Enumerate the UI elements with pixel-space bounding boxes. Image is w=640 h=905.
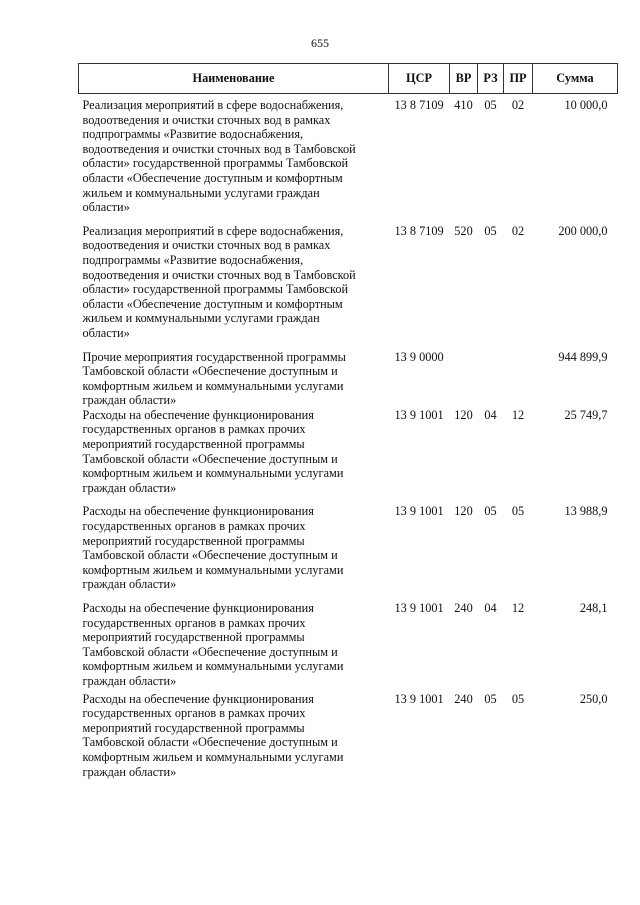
row-name-line: мероприятий государственной программы [82,630,305,645]
row-pr-cell: 02 [511,98,525,112]
row-name-line: Расходы на обеспечение функционирования [82,601,314,615]
row-csr-cell: 13 9 1001 [394,691,444,706]
row-name-cell [79,224,389,350]
row-sum-cell: 248,1 [579,601,608,615]
row-sum-cell: 10 000,0 [564,98,608,112]
row-name-line: Прочие мероприятия государственной программы [82,349,346,364]
row-name-cell [79,408,389,505]
row-name-line: подпрограммы «Развитие водоснабжения, [82,127,304,142]
row-name-line: Реализация мероприятий в сфере водоснабжения, [82,98,344,112]
row-name-line: комфортным жильем и коммунальными услугами [82,466,344,481]
row-name-line: Расходы на обеспечение функционирования [82,691,314,706]
table-row [79,692,618,789]
row-name-line: государственных органов в рамках прочих [82,615,306,630]
row-name-cell [79,601,389,692]
row-name-line: Тамбовской области «Обеспечение доступным и [82,735,338,750]
row-rz-cell: 05 [484,98,497,112]
row-name-line: области» государственной программы Тамбовской [82,156,349,171]
row-rz-cell: 04 [484,601,497,615]
row-name-line: жильем и коммунальными услугами граждан [82,185,320,200]
row-vr-cell: 410 [454,98,473,112]
row-vr-cell: 240 [454,691,473,706]
row-name-line: Реализация мероприятий в сфере водоснабжения, [82,223,344,238]
row-name-line: комфортным жильем и коммунальными услугами [82,562,344,577]
row-rz-cell: 05 [484,223,497,238]
row-name-line: граждан области» [82,673,177,688]
row-csr-cell: 13 8 7109 [394,98,444,112]
row-name-line: мероприятий государственной программы [82,437,305,452]
page-number: 655 [311,36,329,50]
row-name-line: комфортным жильем и коммунальными услугами [82,749,344,764]
table-header [79,64,618,94]
row-name-line: водоотведения и очистки сточных вод в рамках [82,238,331,253]
row-csr-cell: 13 9 1001 [394,407,444,422]
row-name-line: Тамбовской области «Обеспечение доступным и [82,644,338,659]
row-name-cell [79,350,389,408]
row-name-line: Тамбовской области «Обеспечение доступным и [82,364,338,379]
row-pr-cell: 02 [511,223,525,238]
row-name-line: области» [82,200,130,215]
table-row [79,408,618,505]
row-name-line: комфортным жильем и коммунальными услугами [82,659,344,674]
row-vr-cell: 120 [454,504,473,519]
row-name-line: граждан области» [82,393,177,408]
row-csr-cell: 13 8 7109 [394,223,444,238]
table-row [79,601,618,692]
table-row [79,350,618,408]
row-name-line: Тамбовской области «Обеспечение доступным и [82,451,338,466]
row-sum-cell: 13 988,9 [564,504,608,519]
row-csr-cell: 13 9 0000 [394,349,444,364]
row-name-line: граждан области» [82,577,177,592]
header-csr: ЦСР [389,64,450,94]
row-name-line: подпрограммы «Развитие водоснабжения, [82,252,304,267]
row-sum-cell: 944 899,9 [558,349,608,364]
table-body [79,94,618,789]
row-name-line: области» государственной программы Тамбовской [82,282,349,297]
table-row [79,224,618,350]
row-name-line: Тамбовской области «Обеспечение доступным и [82,548,338,563]
row-name-line: водоотведения и очистки сточных вод в Тамбовской [82,267,356,282]
row-name-line: водоотведения и очистки сточных вод в рамках [82,112,331,127]
table-row [79,504,618,601]
row-name-line: мероприятий государственной программы [82,720,305,735]
row-rz-cell [478,350,504,408]
row-name-cell [79,94,389,224]
row-name-line: мероприятий государственной программы [82,533,305,548]
row-vr-cell: 520 [454,223,473,238]
row-name-line: граждан области» [82,764,177,779]
row-name-line: водоотведения и очистки сточных вод в Тамбовской [82,141,356,156]
row-rz-cell: 05 [484,504,497,519]
row-pr-cell: 12 [511,601,525,615]
row-sum-cell: 250,0 [579,691,608,706]
row-sum-cell: 25 749,7 [564,407,608,422]
row-rz-cell: 04 [484,407,497,422]
row-name-line: граждан области» [82,480,177,495]
header-vr: ВР [450,64,478,94]
row-name-line: Расходы на обеспечение функционирования [82,504,314,519]
row-name-line: комфортным жильем и коммунальными услугами [82,378,344,393]
row-name-line: области «Обеспечение доступным и комфортным [82,296,343,311]
header-rz: РЗ [478,64,504,94]
row-rz-cell: 05 [484,691,497,706]
row-vr-cell: 120 [454,407,473,422]
row-name-line: жильем и коммунальными услугами граждан [82,311,320,326]
row-pr-cell: 12 [511,407,525,422]
row-csr-cell: 13 9 1001 [394,504,444,519]
row-pr-cell [504,350,533,408]
table-row [79,94,618,224]
row-csr-cell: 13 9 1001 [394,601,444,615]
row-name-cell [79,504,389,601]
row-sum-cell: 200 000,0 [558,223,608,238]
row-vr-cell: 240 [454,601,473,615]
header-row [79,64,618,94]
row-name-line: государственных органов в рамках прочих [82,422,306,437]
row-name-line: государственных органов в рамках прочих [82,706,306,721]
row-vr-cell [450,350,478,408]
header-sum: Сумма [533,64,618,94]
row-name-line: области» [82,325,130,340]
budget-table [78,63,618,788]
row-name-line: Расходы на обеспечение функционирования [82,407,314,422]
row-pr-cell: 05 [511,691,525,706]
row-name-line: области «Обеспечение доступным и комфортным [82,170,343,185]
row-name-line: государственных органов в рамках прочих [82,519,306,534]
row-pr-cell: 05 [511,504,525,519]
header-pr: ПР [504,64,533,94]
header-name: Наименование [79,64,389,94]
row-name-cell [79,692,389,789]
